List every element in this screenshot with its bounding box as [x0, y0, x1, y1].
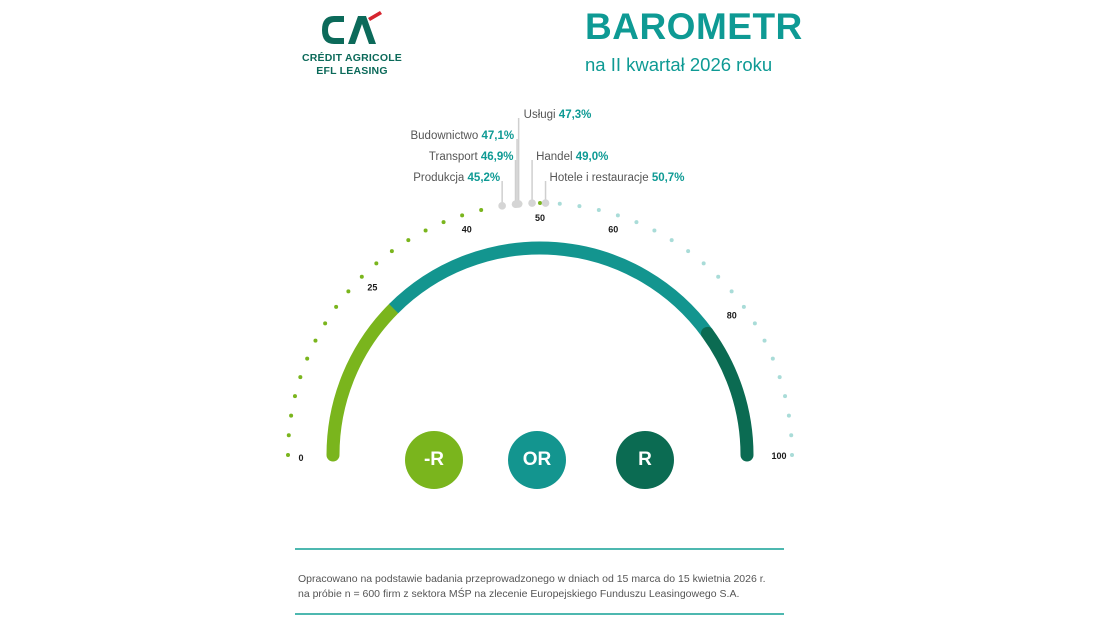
gauge-dot: [716, 275, 720, 279]
gauge-dot: [360, 275, 364, 279]
tick-label: 80: [726, 310, 737, 321]
badge-r: R: [616, 431, 674, 489]
sector-name: Budownictwo: [410, 130, 482, 142]
gauge-dot: [287, 433, 291, 437]
gauge-dot: [763, 339, 767, 343]
sector-name: Produkcja: [413, 172, 468, 184]
gauge-dot: [616, 213, 620, 217]
gauge-dot: [442, 220, 446, 224]
sector-label: [413, 172, 500, 184]
tick-label: 50: [534, 213, 546, 223]
gauge-dot: [790, 453, 794, 457]
barometr-subtitle: na II kwartał 2026 roku: [585, 54, 773, 75]
sector-marker: [498, 202, 506, 210]
badge-or: OR: [508, 431, 566, 489]
sector-value: 49,0%: [575, 151, 609, 163]
gauge-dot: [460, 213, 464, 217]
logo-line-1: CRÉDIT AGRICOLE: [301, 52, 403, 64]
sector-marker: [542, 199, 550, 207]
sector-name: Handel: [536, 151, 576, 163]
gauge-dot: [558, 202, 562, 206]
gauge-dot: [305, 357, 309, 361]
gauge-dot: [479, 208, 483, 212]
gauge-dot: [286, 453, 290, 457]
gauge-dot: [538, 201, 542, 205]
gauge-dot: [702, 261, 706, 265]
sector-value: 47,1%: [481, 130, 515, 142]
gauge-dot: [424, 228, 428, 232]
divider-bottom: [295, 613, 784, 615]
divider-top: [295, 548, 784, 550]
gauge-dot: [346, 289, 350, 293]
logo-line-2: EFL LEASING: [316, 65, 388, 77]
gauge-dot: [670, 238, 674, 242]
gauge-zone-arc: [333, 309, 394, 455]
sector-value: 47,3%: [558, 109, 592, 121]
tick-label: 40: [461, 224, 472, 235]
tick-label: 60: [608, 224, 619, 235]
gauge-dot: [597, 208, 601, 212]
gauge-dot: [374, 261, 378, 265]
gauge-dot: [787, 414, 791, 418]
sector-name: Usługi: [523, 109, 559, 121]
sector-label: [410, 130, 514, 142]
gauge-zone-arc: [394, 248, 708, 333]
gauge-dot: [334, 305, 338, 309]
gauge-dot: [313, 339, 317, 343]
gauge-dot: [634, 220, 638, 224]
gauge-dot: [686, 249, 690, 253]
sector-label: [429, 151, 514, 163]
footnote-line-1: Opracowano na podstawie badania przeprowadzonego w dniach od 15 marca do 15 kwietnia 2026 r.: [298, 573, 766, 585]
badge-minus-r: -R: [405, 431, 463, 489]
sector-label: [550, 172, 685, 184]
gauge-dot: [298, 375, 302, 379]
sector-value: 50,7%: [651, 172, 685, 184]
gauge-zone-arc: [707, 333, 747, 455]
tick-label: 100: [771, 451, 787, 461]
sector-marker: [512, 200, 520, 208]
gauge-dot: [730, 289, 734, 293]
gauge-dot: [390, 249, 394, 253]
tick-label: 0: [298, 453, 304, 463]
gauge-dot: [783, 394, 787, 398]
sector-marker: [528, 199, 536, 207]
sector-name: Hotele i restauracje: [549, 172, 652, 184]
gauge-dot: [323, 321, 327, 325]
tick-label: 25: [367, 282, 378, 293]
sector-markers: [410, 109, 684, 210]
barometr-title-text: BAROMETR: [585, 6, 803, 47]
gauge-arcs: [333, 248, 747, 455]
gauge-dot: [771, 357, 775, 361]
gauge-dot: [289, 414, 293, 418]
sector-name: Transport: [428, 151, 481, 163]
sector-value: 45,2%: [467, 172, 501, 184]
footnote: [298, 572, 798, 602]
gauge-dot: [753, 321, 757, 325]
gauge-dot: [778, 375, 782, 379]
sector-label: [536, 151, 608, 163]
gauge-dot: [406, 238, 410, 242]
sector-value: 46,9%: [480, 151, 514, 163]
gauge-dot-ring: [286, 201, 794, 457]
gauge-dot: [293, 394, 297, 398]
footnote-line-2: na próbie n = 600 firm z sektora MŚP na zlecenie Europejskiego Funduszu Leasingowego S.A.: [298, 588, 740, 600]
gauge-dot: [789, 433, 793, 437]
sector-label: [524, 109, 592, 121]
gauge-dot: [577, 204, 581, 208]
gauge-dot: [742, 305, 746, 309]
gauge-dot: [652, 228, 656, 232]
